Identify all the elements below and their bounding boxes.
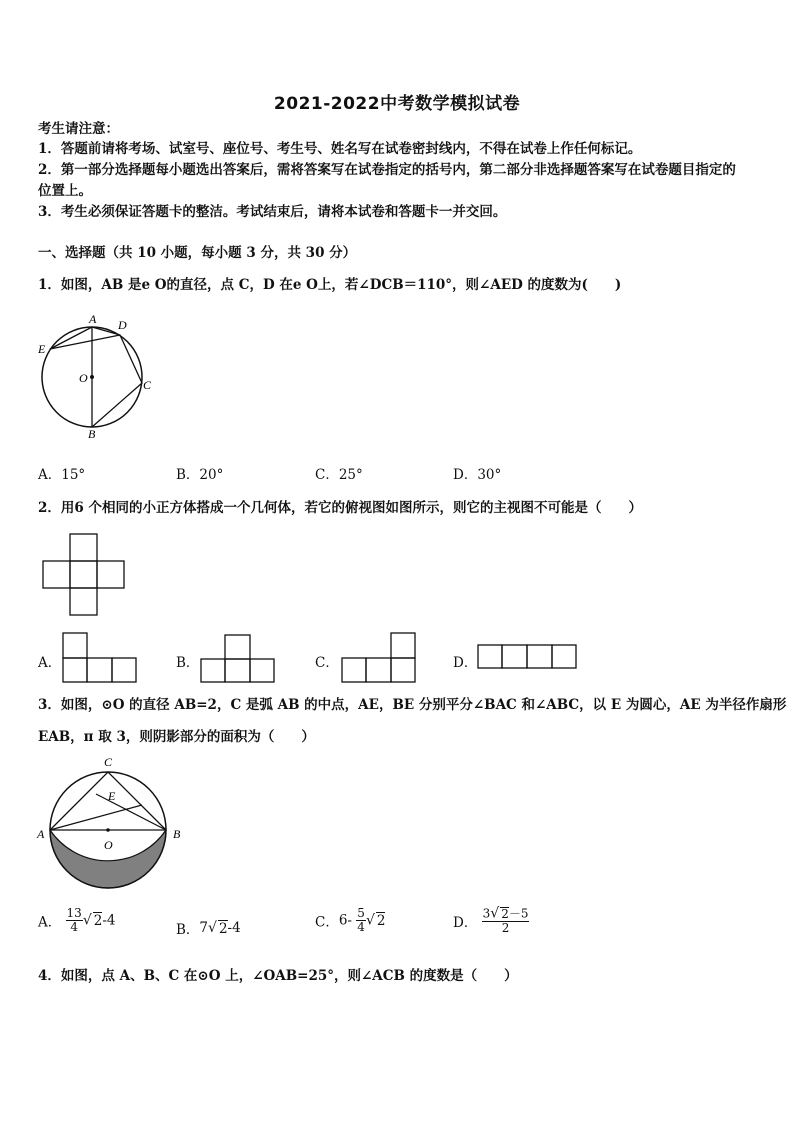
question-4-text: 4．如图，点 A、B、C 在⊙O 上，∠OAB=25°，则∠ACB 的度数是（ ） bbox=[38, 968, 518, 984]
question-2-text: 2．用6 个相同的小正方体搭成一个几何体，若它的俯视图如图所示，则它的主视图不可能是（ ） bbox=[38, 500, 642, 516]
label-c: C bbox=[104, 755, 113, 769]
label-e: E bbox=[108, 789, 116, 803]
q1-option-b[interactable]: B．20° bbox=[176, 467, 224, 483]
section-heading: 一、选择题（共 10 小题，每小题 3 分，共 30 分） bbox=[38, 245, 357, 261]
q2-option-a-figure[interactable] bbox=[61, 631, 139, 684]
q3-option-a[interactable]: A． $\frac{13}{4}$ √ 2-4 bbox=[38, 906, 116, 934]
q2-option-b-figure[interactable] bbox=[199, 633, 277, 684]
label-e: E bbox=[38, 342, 46, 356]
q1-option-d[interactable]: D．30° bbox=[453, 467, 502, 483]
q2-option-d-label[interactable]: D． bbox=[453, 655, 478, 671]
label-b: B bbox=[88, 427, 96, 441]
bisector-ae bbox=[50, 805, 142, 830]
center-dot bbox=[106, 828, 110, 832]
bisector-be bbox=[96, 794, 166, 830]
q3-option-d[interactable]: D． $\frac{3√ 2-5}{2}$ bbox=[453, 905, 529, 935]
q2-option-d-figure[interactable] bbox=[476, 643, 579, 670]
label-o: O bbox=[104, 838, 113, 852]
label-a: A bbox=[89, 313, 97, 326]
label-a: A bbox=[37, 827, 45, 841]
label-b: B bbox=[173, 827, 181, 841]
q2-option-a-label[interactable]: A． bbox=[38, 655, 62, 671]
question-3-text-line2: EAB，π 取 3，则阴影部分的面积为（ ） bbox=[38, 729, 315, 745]
label-o: O bbox=[79, 371, 88, 385]
label-d: D bbox=[118, 318, 127, 332]
center-dot bbox=[90, 375, 94, 379]
notice-item-3: 3．考生必须保证答题卡的整洁。考试结束后，请将本试卷和答题卡一并交回。 bbox=[38, 204, 507, 220]
q1-option-a[interactable]: A．15° bbox=[38, 467, 86, 483]
page-title: 2021-2022中考数学模拟试卷 bbox=[273, 94, 521, 114]
question-1-figure bbox=[34, 313, 160, 441]
notice-item-2: 2．第一部分选择题每小题选出答案后，需将答案写在试卷指定的括号内，第二部分非选择题答案写在试卷题目指定的 bbox=[38, 162, 736, 178]
question-1-text: 1．如图，AB 是e O的直径，点 C，D 在e O上，若∠DCB＝110°，则∠AED 的度数为( ) bbox=[38, 277, 622, 293]
q2-option-c-figure[interactable] bbox=[340, 631, 418, 684]
q3-option-b[interactable]: B．7√ 2-4 bbox=[176, 920, 241, 938]
q1-option-c[interactable]: C．25° bbox=[315, 467, 363, 483]
notice-item-2-cont: 位置上。 bbox=[38, 183, 92, 199]
q3-option-c[interactable]: C．6- $\frac{5}{4}$ √ 2 bbox=[315, 906, 386, 934]
q2-option-b-label[interactable]: B． bbox=[176, 655, 200, 671]
question-3-text-line1: 3．如图，⊙O 的直径 AB=2，C 是弧 AB 的中点，AE，BE 分别平分∠BAC 和∠ABC，以 E 为圆心，AE 为半径作扇形 bbox=[38, 697, 787, 713]
chord-path bbox=[92, 327, 142, 427]
question-2-top-view bbox=[40, 531, 132, 617]
label-c: C bbox=[143, 378, 152, 392]
q2-option-c-label[interactable]: C． bbox=[315, 655, 339, 671]
notice-heading: 考生请注意： bbox=[38, 121, 119, 137]
notice-item-1: 1．答题前请将考场、试室号、座位号、考生号、姓名写在试卷密封线内，不得在试卷上作任何标记。 bbox=[38, 141, 642, 157]
question-3-figure bbox=[34, 750, 188, 895]
